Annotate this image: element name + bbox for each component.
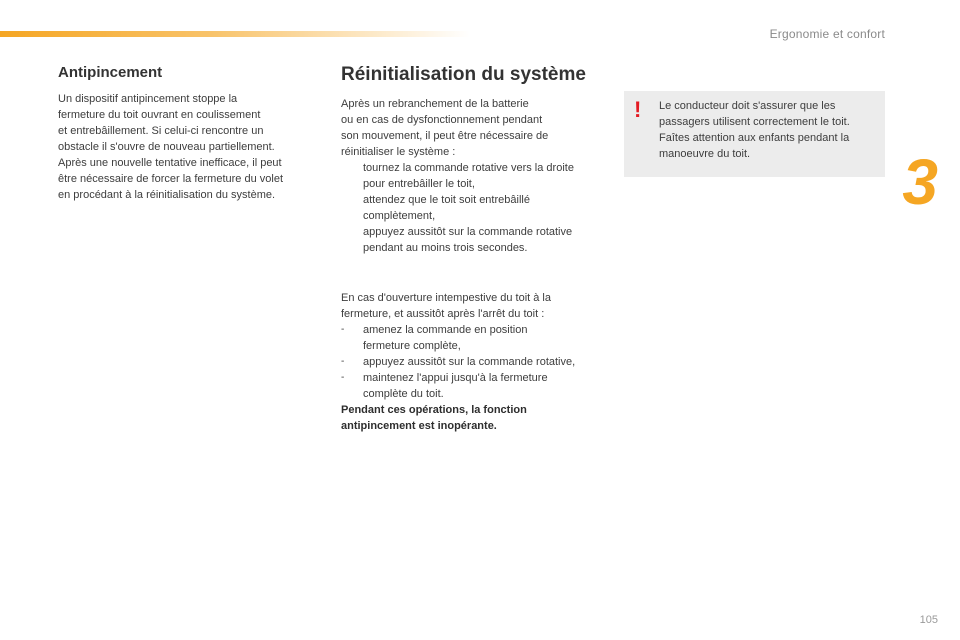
list-item: - amenez la commande en position fermeture complète,: [341, 324, 528, 352]
chapter-number: 3: [902, 146, 938, 218]
case-section: [341, 290, 606, 434]
page-number: 105: [919, 614, 938, 626]
warning-text: Le conducteur doit s'assurer que les passagers utilisent correctement le toit. Faîtes attention aux enfants pendant la manoeuvre du toit.: [659, 100, 850, 160]
dash-marker: -: [341, 356, 345, 367]
section-title: Ergonomie et confort: [769, 27, 885, 41]
list-item: attendez que le toit soit entrebâillé complètement,: [363, 194, 530, 222]
list-item: appuyez aussitôt sur la commande rotative pendant au moins trois secondes.: [363, 226, 573, 254]
antipincement-section: [58, 64, 313, 203]
reinit-steps: [341, 160, 606, 256]
case-steps: [341, 322, 606, 402]
inoperative-note: Pendant ces opérations, la fonction antipincement est inopérante.: [341, 404, 527, 432]
case-intro: En cas d'ouverture intempestive du toit à la fermeture, et aussitôt après l'arrêt du toit :: [341, 292, 551, 320]
reinit-intro: Après un rebranchement de la batterie ou en cas de dysfonctionnement pendant son mouvement, il peut être nécessaire de réinitialiser le système :: [341, 98, 549, 158]
reinit-section: [341, 64, 606, 434]
header-accent-bar: [0, 31, 470, 37]
list-item: - appuyez aussitôt sur la commande rotative,: [341, 356, 576, 368]
warning-box: [624, 91, 885, 177]
antipincement-title: Antipincement: [58, 64, 163, 81]
antipincement-text: Un dispositif antipincement stoppe la fermeture du toit ouvrant en coulissement et entrebâillement. Si celui-ci rencontre un obstacle il s'ouvre de nouveau partiellement. Après une nouvelle tentative inefficace, il peut être nécessaire de forcer la fermeture du volet en procédant à la réinitialisation du système.: [58, 93, 284, 201]
list-item: tournez la commande rotative vers la droite pour entrebâiller le toit,: [363, 162, 574, 190]
list-item: - maintenez l'appui jusqu'à la fermeture complète du toit.: [341, 372, 548, 400]
reinit-title: Réinitialisation du système: [341, 64, 586, 85]
warning-icon: !: [634, 97, 642, 122]
dash-marker: -: [341, 324, 345, 335]
dash-marker: -: [341, 372, 345, 383]
